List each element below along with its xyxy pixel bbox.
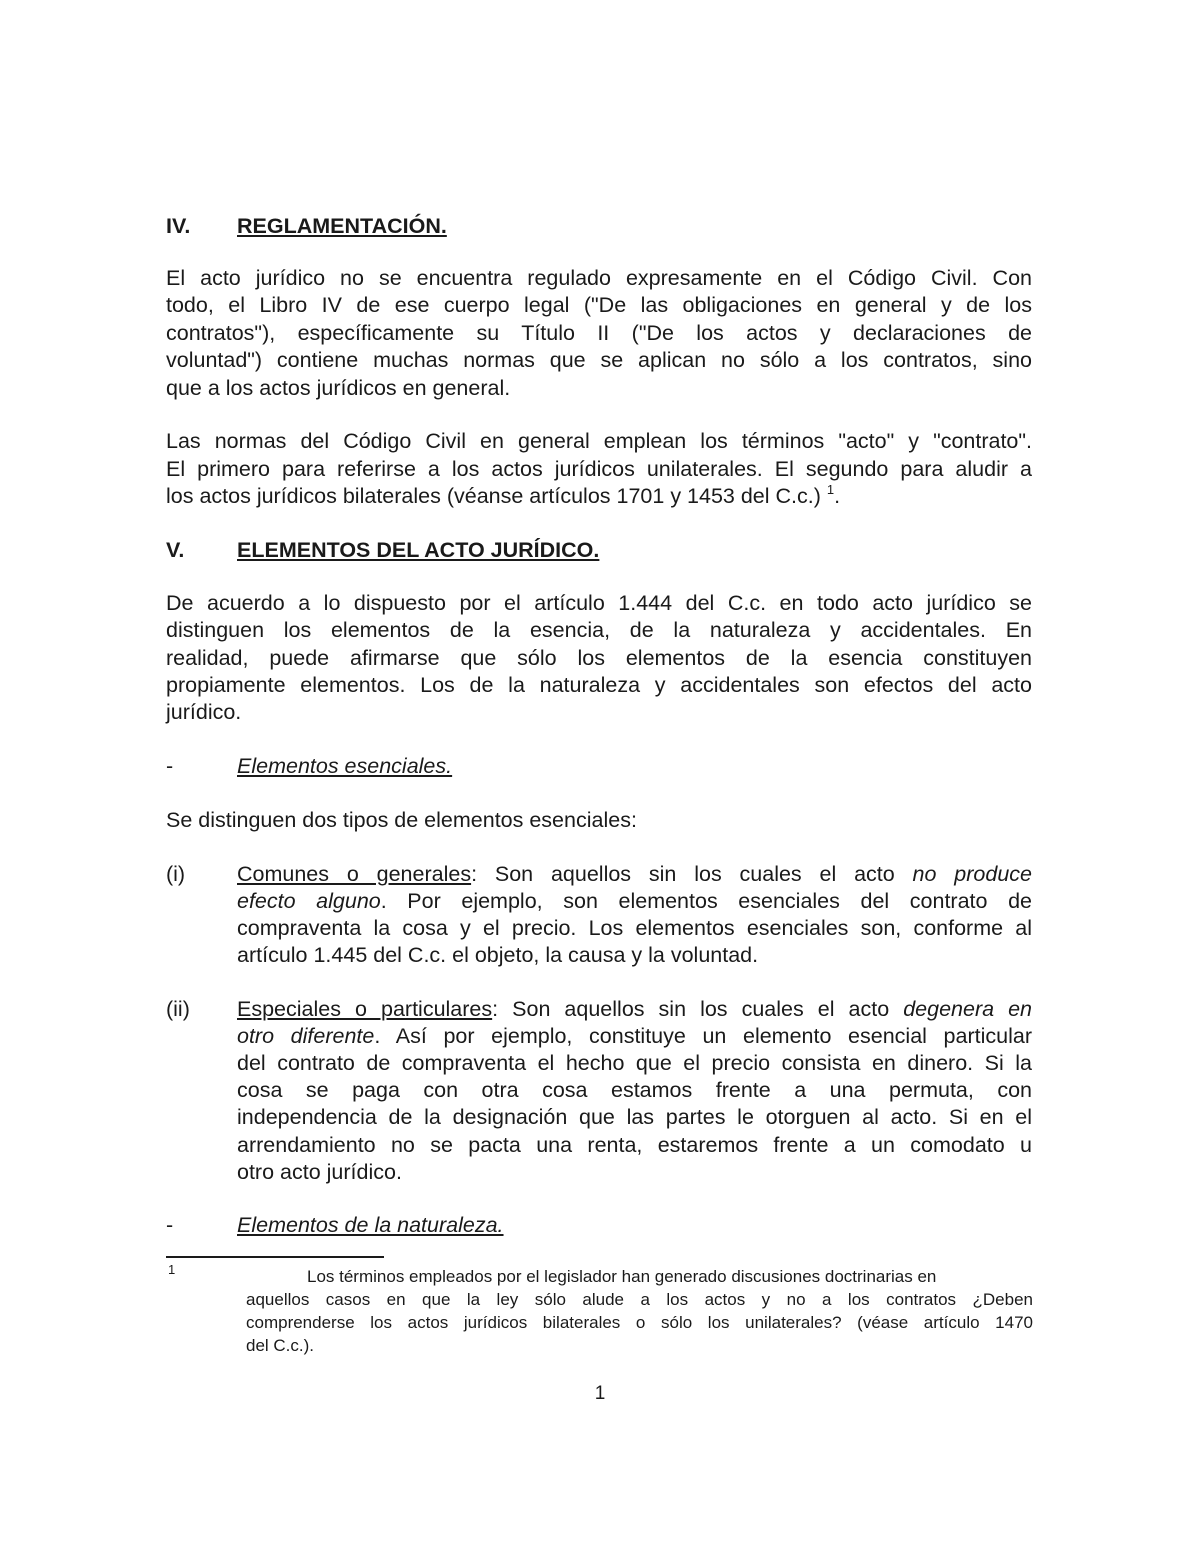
- text-line: El primero para referirse a los actos jurídicos unilaterales. El segundo para aludir a: [166, 457, 1032, 481]
- section-title: ELEMENTOS DEL ACTO JURÍDICO.: [237, 538, 600, 562]
- italic-run: efecto alguno: [237, 889, 381, 913]
- text-line: realidad, puede afirmarse que sólo los elementos de la esencia constituyen: [166, 646, 1032, 670]
- text-line: que a los actos jurídicos en general.: [166, 376, 511, 400]
- term: Comunes o generales: [237, 862, 472, 886]
- text-line: jurídico.: [166, 700, 242, 724]
- footnote-number: 1: [168, 1262, 176, 1277]
- text-line: contratos"), específicamente su Título II ("De los actos y declaraciones de: [166, 321, 1032, 345]
- text-line: compraventa la cosa y el precio. Los elementos esenciales son, conforme al: [237, 916, 1032, 940]
- list-dash: -: [166, 1213, 174, 1237]
- text-line: del contrato de compraventa el hecho que el precio consista en dinero. Si la: [237, 1051, 1032, 1075]
- text-line: [237, 888, 1032, 915]
- footnote-reference[interactable]: 1: [826, 482, 835, 497]
- footnote-line: aquellos casos en que la ley sólo alude a los actos y no a los contratos ¿Deben: [246, 1290, 1033, 1309]
- page-number: 1: [594, 1383, 606, 1404]
- text-line: artículo 1.445 del C.c. el objeto, la causa y la voluntad.: [237, 943, 759, 967]
- text-line: [237, 1023, 1032, 1050]
- subheading-title: [237, 1212, 504, 1239]
- text-line: [237, 996, 1032, 1023]
- footnote-line: del C.c.).: [246, 1336, 315, 1355]
- text-line: voluntad") contiene muchas normas que se aplican no sólo a los contratos, sino: [166, 348, 1032, 372]
- text-line: cosa se paga con otra cosa estamos frente a una permuta, con: [237, 1078, 1032, 1102]
- text-run: . Así por ejemplo, constituye un elemento esencial particular: [374, 1024, 1032, 1048]
- text-line: todo, el Libro IV de ese cuerpo legal ("De las obligaciones en general y de los: [166, 293, 1032, 317]
- footnote-separator: [166, 1256, 384, 1258]
- text-line: independencia de la designación que las partes le otorguen al acto. Si en el: [237, 1105, 1032, 1129]
- text-line: [166, 483, 1032, 510]
- text-line: propiamente elementos. Los de la naturaleza y accidentales son efectos del acto: [166, 673, 1032, 697]
- subheading-text: Elementos esenciales.: [237, 754, 453, 778]
- section-title: REGLAMENTACIÓN.: [237, 214, 447, 238]
- italic-run: degenera en: [903, 997, 1033, 1021]
- list-dash: -: [166, 754, 174, 778]
- text-run: .: [834, 484, 841, 508]
- term: Especiales o particulares: [237, 997, 493, 1021]
- text-line: arrendamiento no se pacta una renta, estaremos frente a un comodato u: [237, 1133, 1032, 1157]
- text-line: otro acto jurídico.: [237, 1160, 402, 1184]
- italic-run: otro diferente: [237, 1024, 375, 1048]
- section-number: V.: [166, 538, 185, 562]
- footnote-line: Los términos empleados por el legislador han generado discusiones doctrinarias en: [307, 1267, 937, 1286]
- italic-run: no produce: [912, 862, 1032, 886]
- text-line: De acuerdo a lo dispuesto por el artículo 1.444 del C.c. en todo acto jurídico se: [166, 591, 1032, 615]
- subheading-title: [237, 753, 452, 780]
- text-run: : Son aquellos sin los cuales el acto: [471, 862, 913, 886]
- list-marker: (ii): [166, 997, 190, 1021]
- text-run: : Son aquellos sin los cuales el acto: [492, 997, 904, 1021]
- footnote-line: comprenderse los actos jurídicos bilaterales o sólo los unilaterales? (véase artículo 1470: [246, 1313, 1033, 1332]
- text-line: distinguen los elementos de la esencia, de la naturaleza y accidentales. En: [166, 618, 1032, 642]
- text-line: El acto jurídico no se encuentra regulado expresamente en el Código Civil. Con: [166, 266, 1032, 290]
- list-marker: (i): [166, 862, 186, 886]
- text-line: Las normas del Código Civil en general emplean los términos "acto" y "contrato".: [166, 429, 1032, 453]
- text-line: Se distinguen dos tipos de elementos esenciales:: [166, 808, 637, 832]
- subheading-text: Elementos de la naturaleza.: [237, 1213, 504, 1237]
- text-line: [237, 861, 1032, 888]
- section-number: IV.: [166, 214, 191, 238]
- text-run: los actos jurídicos bilaterales (véanse artículos 1701 y 1453 del C.c.): [166, 484, 827, 508]
- text-run: . Por ejemplo, son elementos esenciales del contrato de: [380, 889, 1032, 913]
